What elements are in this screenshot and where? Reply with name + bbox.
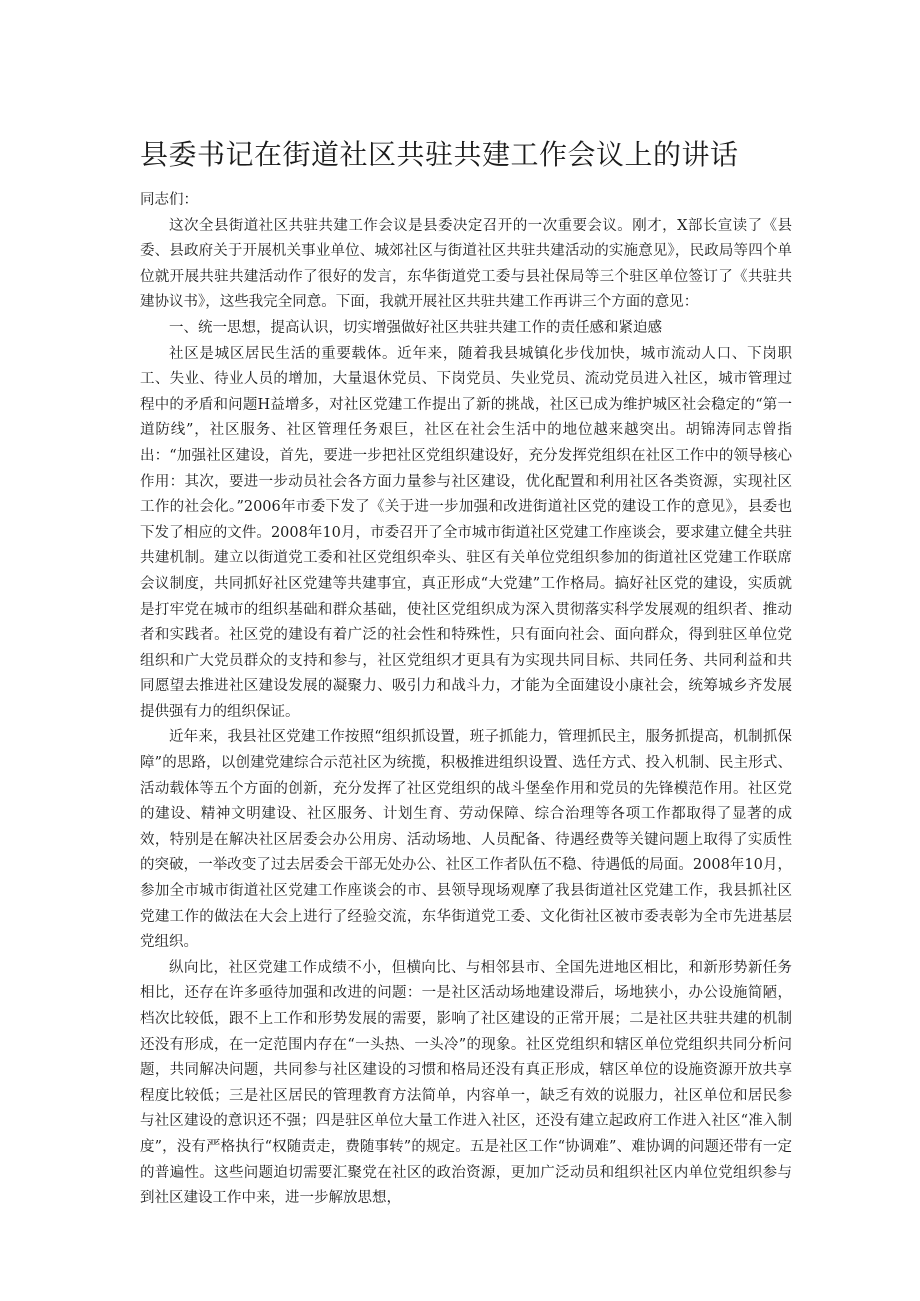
paragraph-opening: 这次全县街道社区共驻共建工作会议是县委决定召开的一次重要会议。刚才，X部长宣读了《县委、县政府关于开展机关事业单位、城郊社区与街道社区共驻共建活动的实施意见》，民政局等四个单位就开展共驻共建活动作了很好的发言，东华街道党工委与县社保局等三个驻区单位签订了《共驻共建协议书》，这些我完全同意。下面，我就开展社区共驻共建工作再讲三个方面的意见：: [140, 217, 792, 311]
document-title: 县委书记在街道社区共驻共建工作会议上的讲话: [140, 138, 739, 171]
paragraph-problems: 纵向比，社区党建工作成绩不小，但横向比、与相邻县市、全国先进地区相比，和新形势新任务相比，还存在许多亟待加强和改进的问题：一是社区活动场地建设滞后，场地狭小，办公设施简陋，档次比较低，跟不上工作和形势发展的需要，影响了社区建设的正常开展；二是社区共驻共建的机制还没有形成，在一定范围内存在“一头热、一头冷”的现象。社区党组织和辖区单位党组织共同分析问题，共同解决问题，共同参与社区建设的习惯和格局还没有真正形成，辖区单位的设施资源开放共享程度比较低；三是社区居民的管理教育方法简单，内容单一，缺乏有效的说服力，社区单位和居民参与社区建设的意识还不强；四是驻区单位大量工作进入社区，还没有建立起政府工作进入社区“准入制度”，没有严格执行“权随责走，费随事转”的规定。五是社区工作“协调难”、难协调的问题还带有一定的普遍性。这些问题迫切需要汇聚党在社区的政治资源，更加广泛动员和组织社区内单位党组织参与到社区建设工作中来，进一步解放思想，: [140, 959, 792, 1207]
paragraph-community-role: 社区是城区居民生活的重要载体。近年来，随着我县城镇化步伐加快，城市流动人口、下岗职工、失业、待业人员的增加，大量退休党员、下岗党员、失业党员、流动党员进入社区，城市管理过程中的矛盾和问题H益增多，对社区党建工作提出了新的挑战，社区已成为维护城区社会稳定的“第一道防线”，社区服务、社区管理任务艰巨，社区在社会生活中的地位越来越突出。胡锦涛同志曾指出：“加强社区建设，首先，要进一步把社区党组织建设好，充分发挥党组织在社区工作中的领导核心作用：其次，要进一步动员社会各方面力量参与社区建设，优化配置和利用社区各类资源，实现社区工作的社会化。”2006年市委下发了《关于进一步加强和改进街道社区党的建设工作的意见》，县委也下发了相应的文件。2008年10月，市委召开了全市城市街道社区党建工作座谈会，要求建立健全共驻共建机制。建立以街道党工委和社区党组织牵头、驻区有关单位党组织参加的街道社区党建工作联席会议制度，共同抓好社区党建等共建事宜，真正形成“大党建”工作格局。搞好社区党的建设，实质就是打牢党在城市的组织基础和群众基础，使社区党组织成为深入贯彻落实科学发展观的组织者、推动者和实践者。社区党的建设有着广泛的社会性和特殊性，只有面向社会、面向群众，得到驻区单位党组织和广大党员群众的支持和参与，社区党组织才更具有为实现共同目标、共同任务、共同利益和共同愿望去推进社区建设发展的凝聚力、吸引力和战斗力，才能为全面建设小康社会，统筹城乡齐发展提供强有力的组织保证。: [140, 345, 792, 720]
section-heading-1: 一、统一思想，提高认识，切实增强做好社区共驻共建工作的责任感和紧迫感: [169, 319, 662, 336]
salutation: 同志们：: [140, 192, 198, 208]
document-body: [140, 188, 792, 1212]
paragraph-recent-work: 近年来，我县社区党建工作按照“组织抓设置，班子抓能力，管理抓民主，服务抓提高，机制抓保障”的思路，以创建党建综合示范社区为统揽，积极推进组织设置、选任方式、投入机制、民主形式、活动载体等五个方面的创新，充分发挥了社区党组织的战斗堡垒作用和党员的先锋模范作用。社区党的建设、精神文明建设、社区服务、计划生育、劳动保障、综合治理等各项工作都取得了显著的成效，特别是在解决社区居委会办公用房、活动场地、人员配备、待遇经费等关键问题上取得了实质性的突破，一举改变了过去居委会干部无处办公、社区工作者队伍不稳、待遇低的局面。2008年10月，参加全市城市街道社区党建工作座谈会的市、县领导现场观摩了我县街道社区党建工作，我县抓社区党建工作的做法在大会上进行了经验交流，东华街道党工委、文化街社区被市委表彰为全市先进基层党组织。: [140, 729, 792, 951]
